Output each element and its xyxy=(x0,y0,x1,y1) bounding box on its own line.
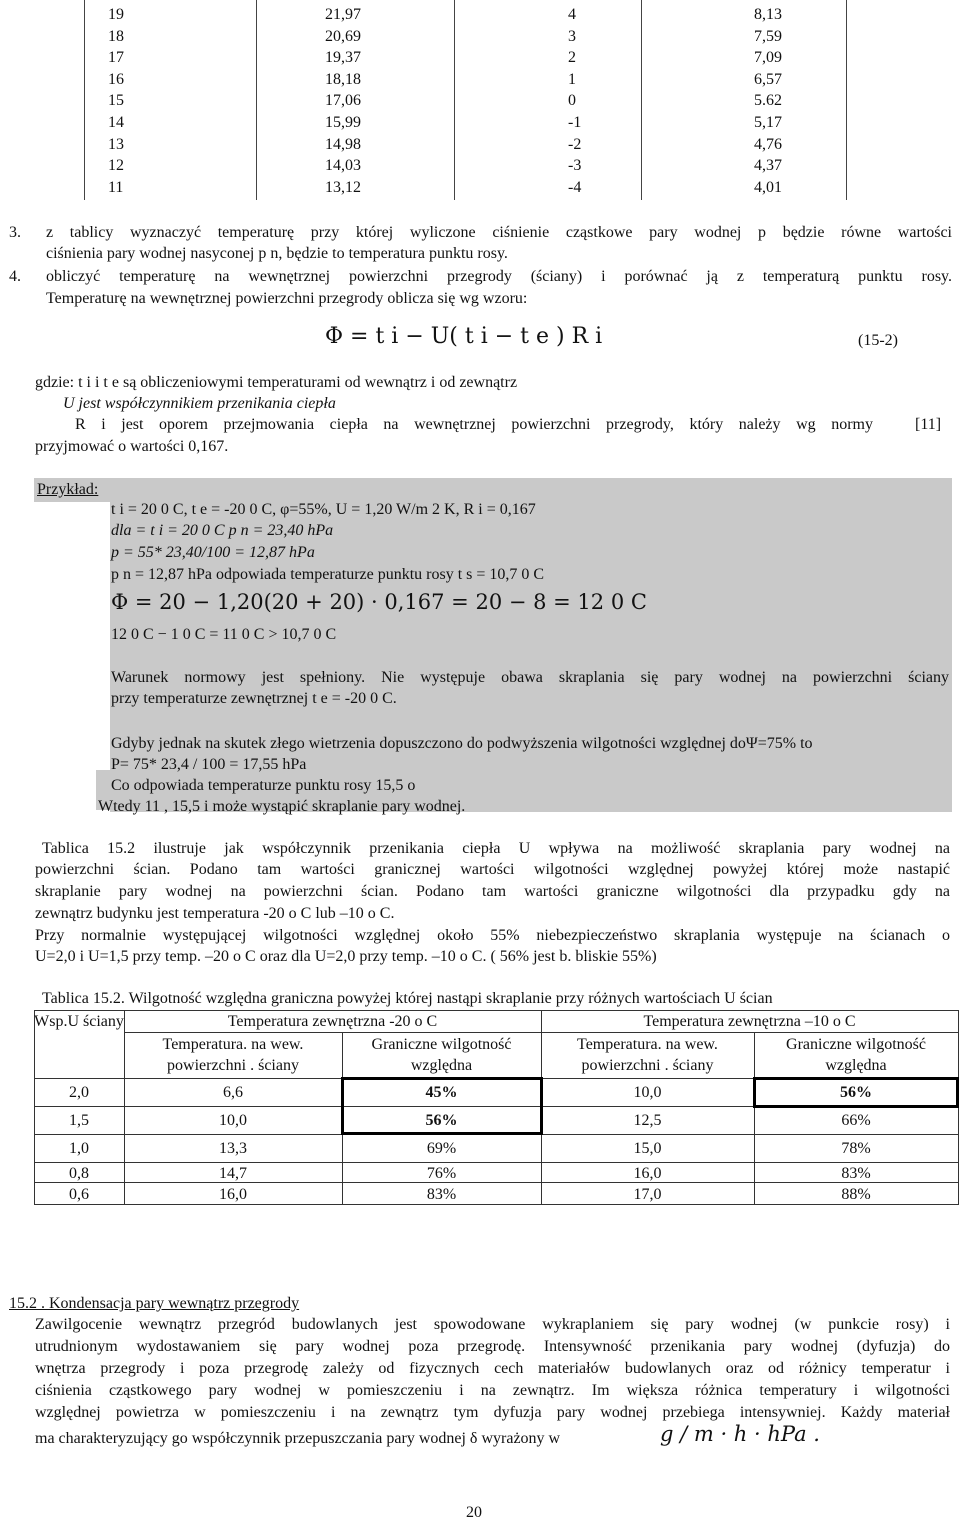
top-table-cell: 5.62 xyxy=(754,92,782,110)
header-group-minus10: Temperatura zewnętrzna –10 o C xyxy=(643,1013,856,1030)
example-line-12: Wtedy 11 , 15,5 i może wystąpić skraplanie pary wodnej. xyxy=(98,798,466,815)
top-table-cell: 13 xyxy=(108,135,124,153)
table-cell: 0,8 xyxy=(69,1165,89,1182)
top-table-cell: 5,17 xyxy=(754,113,782,131)
column-3 xyxy=(568,4,581,198)
top-table-cell: 4,76 xyxy=(754,135,782,153)
header-group-minus20: Temperatura zewnętrzna -20 o C xyxy=(227,1013,438,1030)
example-line-7: Warunek normowy jest spełniony. Nie występuje obawa skraplania się pary wodnej na powierzchni ściany xyxy=(111,669,949,686)
table-cell: 45% xyxy=(425,1084,458,1101)
table-cell: 69% xyxy=(426,1140,457,1157)
example-line-11: Co odpowiada temperaturze punktu rosy 15,5 o xyxy=(111,777,416,794)
example-line-6: 12 0 C − 1 0 C = 11 0 C > 10,7 0 C xyxy=(111,626,337,643)
page-number: 20 xyxy=(466,1504,482,1521)
example-line-3: p = 55* 23,40/100 = 12,87 hPa xyxy=(111,544,315,561)
section-line-1: Zawilgocenie wewnątrz przegród budowlanych jest spowodowane wykraplaniem się pary wodnej (w punkcie rosy) i xyxy=(35,1316,950,1333)
table-cell: 17,0 xyxy=(633,1186,662,1203)
where-line-1: gdzie: t i i t e są obliczeniowymi temperaturami od wewnątrz i od zewnątrz xyxy=(35,374,518,391)
step-4-line-2: Temperaturę na wewnętrznej powierzchni przegrody oblicza się wg wzoru: xyxy=(46,290,528,307)
para-line-6: U=2,0 i U=1,5 przy temp. –20 o C oraz dla U=2,0 przy temp. –10 o C. ( 56% jest b. bliskie 55%) xyxy=(35,948,657,965)
header-gran-1a: Graniczne wilgotność xyxy=(371,1036,512,1053)
formula-number: (15-2) xyxy=(858,332,898,349)
section-line-2: utrudnionym wydostawaniem się pary wodnej poza przegrodę. Intensywność przenikania pary wodnej (dyfuzja) do xyxy=(35,1338,950,1355)
table-cell: 10,0 xyxy=(219,1112,247,1129)
top-table-cell: 20,69 xyxy=(325,27,361,45)
section-line-4: ciśnienia cząstkowego pary wodnej w pomieszczeniu i na zewnątrz. Im większa różnica temperatury i wilgotności xyxy=(35,1382,950,1399)
top-table-cell: 18 xyxy=(108,27,124,45)
para-line-5: Przy normalnie występującej wilgotności względnej około 55% niebezpieczeństwo skraplania występuje na ścianach o xyxy=(35,927,950,944)
where-line-2: U jest współczynnikiem przenikania ciepła xyxy=(63,395,336,412)
top-table-cell: 17,06 xyxy=(325,92,361,110)
where-line-3: R i jest oporem przejmowania ciepła na wewnętrznej powierzchni przegrody, który należy wg normy xyxy=(75,416,873,433)
top-table-cell: -4 xyxy=(568,178,582,196)
top-table-cell: 12 xyxy=(108,157,124,175)
table-caption: Tablica 15.2. Wilgotność względna graniczna powyżej której nastąpi skraplanie przy różnych wartościach U ścian xyxy=(42,990,773,1007)
step-3-line-2: ciśnienia pary wodnej nasyconej p n, będzie to temperatura punktu rosy. xyxy=(46,245,508,262)
top-table-cell: 14,03 xyxy=(325,157,361,175)
top-table-cell: 21,97 xyxy=(325,6,361,23)
top-table-cell: 11 xyxy=(108,178,124,196)
table-cell: 16,0 xyxy=(219,1186,247,1203)
top-table-cell: 15 xyxy=(108,92,124,110)
table-cell: 83% xyxy=(841,1165,871,1182)
top-table-cell: 19 xyxy=(108,6,124,23)
header-temp-1a: Temperatura. na wew. xyxy=(162,1036,304,1053)
table-cell: 2,0 xyxy=(69,1084,89,1101)
formula-15-2: Φ = t i − U( t i − t e ) R i xyxy=(325,324,603,349)
example-line-8: przy temperaturze zewnętrznej t e = -20 0 C. xyxy=(111,690,397,707)
top-table-cell: 17 xyxy=(108,49,124,67)
top-data-table xyxy=(84,0,846,200)
example-formula: Φ = 20 − 1,20(20 + 20) · 0,167 = 20 − 8 = 12 0 C xyxy=(111,590,647,614)
table-cell: 1,0 xyxy=(69,1140,89,1157)
example-label: Przykład: xyxy=(37,481,99,498)
header-wsp-u: Wsp.U ściany xyxy=(34,1013,124,1030)
table-cell: 0,6 xyxy=(69,1186,89,1203)
para-line-3: skraplanie pary wodnej na powierzchni ścian. Podano tam wartości graniczne wilgotności dla przypadku gdy na xyxy=(35,883,950,900)
header-gran-2b: względna xyxy=(825,1057,887,1074)
section-line-5: względnej powietrza w pomieszczeniu i na zewnątrz tym dyfuzja pary wodnej przebiega intensywniej. Każdy materiał xyxy=(35,1404,950,1421)
step-3-number: 3. xyxy=(9,224,21,241)
table-cell: 6,6 xyxy=(223,1084,243,1101)
column-2 xyxy=(325,4,361,198)
table-cell: 56% xyxy=(425,1112,458,1129)
table-cell: 66% xyxy=(841,1112,871,1129)
example-line-4: p n = 12,87 hPa odpowiada temperaturze punktu rosy t s = 10,7 0 C xyxy=(111,566,545,583)
para-line-1: Tablica 15.2 ilustruje jak współczynnik przenikania ciepła U wpływa na możliwość skraplania pary wodnej na xyxy=(42,840,950,857)
section-unit-formula: g / m · h · hPa . xyxy=(660,1422,820,1446)
top-table-cell: 13,12 xyxy=(325,178,361,196)
example-line-9: Gdyby jednak na skutek złego wietrzenia dopuszczono do podwyższenia wilgotności względnej doΨ=75% to xyxy=(111,735,813,752)
example-line-1: t i = 20 0 C, t e = -20 0 C, φ=55%, U = 1,20 W/m 2 K, R i = 0,167 xyxy=(111,501,536,518)
example-line-10: P= 75* 23,4 / 100 = 17,55 hPa xyxy=(111,756,307,773)
where-line-4: przyjmować o wartości 0,167. xyxy=(35,438,229,455)
top-table-cell: 0 xyxy=(568,92,576,110)
table-cell: 12,5 xyxy=(633,1112,662,1129)
header-gran-1b: względna xyxy=(410,1057,473,1074)
table-cell: 1,5 xyxy=(69,1112,89,1129)
top-table-cell: 16 xyxy=(108,70,124,88)
section-heading: 15.2 . Kondensacja pary wewnątrz przegrody xyxy=(9,1295,300,1312)
table-cell: 56% xyxy=(840,1084,872,1101)
top-table-cell: 6,57 xyxy=(754,70,782,88)
top-table-cell: 14,98 xyxy=(325,135,361,153)
example-line-2: dla = t i = 20 0 C p n = 23,40 hPa xyxy=(111,522,334,539)
column-1 xyxy=(108,4,124,198)
table-cell: 16,0 xyxy=(633,1165,662,1182)
para-line-2: powierzchni ścian. Podano tam wartości granicznej wartości wilgotności względnej powyżej której może nastapić xyxy=(35,861,950,878)
top-table-cell: -3 xyxy=(568,157,582,175)
table-cell: 78% xyxy=(841,1140,871,1157)
top-table-cell: 7,59 xyxy=(754,27,782,45)
table-cell: 13,3 xyxy=(219,1140,247,1157)
top-table-cell: 19,37 xyxy=(325,49,361,67)
top-table-cell: 14 xyxy=(108,113,124,131)
table-cell: 76% xyxy=(426,1165,457,1182)
top-table-cell: 18,18 xyxy=(325,70,361,88)
section-line-3: wnętrza przegrody i poza przegrodę zależy od fizycznych cech materiałów budowlanych oraz od różnicy temperatur i xyxy=(35,1360,950,1377)
top-table-cell: 1 xyxy=(568,70,576,88)
top-table-cell: -2 xyxy=(568,135,582,153)
top-table-cell: 8,13 xyxy=(754,6,782,23)
step-3-line-1: z tablicy wyznaczyć temperaturę przy której wyliczone ciśnienie cząstkowe pary wodnej p będzie równe wartości xyxy=(46,224,952,241)
table-cell: 10,0 xyxy=(633,1084,662,1101)
section-line-6: ma charakteryzujący go współczynnik przepuszczania pary wodnej δ wyrażony w xyxy=(35,1430,561,1447)
para-line-4: zewnątrz budynku jest temperatura -20 o C lub –10 o C. xyxy=(35,905,395,922)
top-table-cell: 4,37 xyxy=(754,157,782,175)
table-cell: 83% xyxy=(426,1186,457,1203)
table-cell: 14,7 xyxy=(219,1165,247,1182)
top-table-cell: 2 xyxy=(568,49,576,67)
top-table-cell: 3 xyxy=(568,27,576,45)
header-temp-2a: Temperatura. na wew. xyxy=(577,1036,718,1053)
where-reference: [11] xyxy=(915,416,942,433)
header-temp-2b: powierzchni . ściany xyxy=(581,1057,714,1074)
column-4 xyxy=(754,4,782,198)
top-table-cell: 4 xyxy=(568,6,576,23)
top-table-cell: 4,01 xyxy=(754,178,782,196)
table-cell: 88% xyxy=(841,1186,871,1203)
top-table-cell: -1 xyxy=(568,113,582,131)
top-table-cell: 15,99 xyxy=(325,113,361,131)
step-4-line-1: obliczyć temperaturę na wewnętrznej powierzchni przegrody (ściany) i porównać ją z temperaturą punktu rosy. xyxy=(46,268,952,285)
header-temp-1b: powierzchni . ściany xyxy=(167,1057,299,1074)
top-table-cell: 7,09 xyxy=(754,49,782,67)
header-gran-2a: Graniczne wilgotność xyxy=(786,1036,926,1053)
table-cell: 15,0 xyxy=(633,1140,662,1157)
table-15-2 xyxy=(34,1010,958,1206)
step-4-number: 4. xyxy=(9,268,21,285)
